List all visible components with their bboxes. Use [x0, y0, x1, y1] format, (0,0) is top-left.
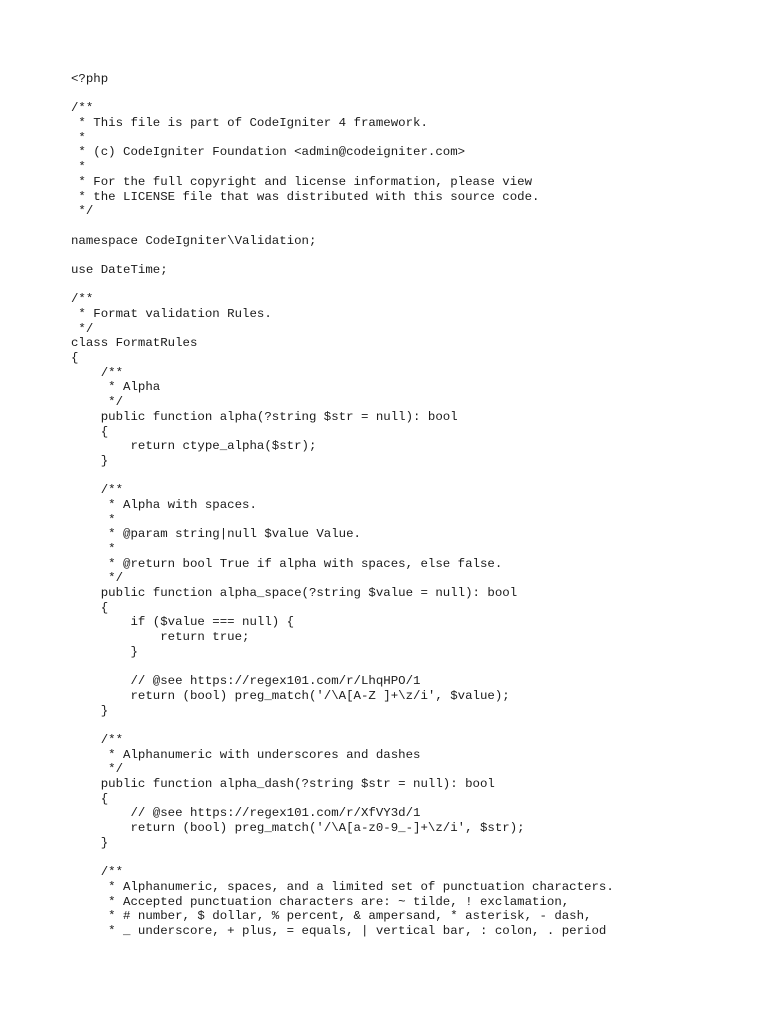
code-line: */: [71, 762, 124, 777]
code-line: public function alpha(?string $str = null): bool: [71, 409, 458, 424]
code-line: {: [71, 600, 109, 615]
code-line: * Alphanumeric, spaces, and a limited set of punctuation characters.: [71, 879, 614, 894]
code-line: }: [71, 644, 138, 659]
code-line: {: [71, 424, 109, 439]
code-line: }: [71, 703, 109, 718]
code-line: /**: [71, 292, 94, 307]
code-line: * _ underscore, + plus, = equals, | vertical bar, : colon, . period: [71, 923, 607, 938]
code-line: }: [71, 835, 109, 850]
code-line: * # number, $ dollar, % percent, & ampersand, * asterisk, - dash,: [71, 909, 592, 924]
code-line: * (c) CodeIgniter Foundation <admin@codeigniter.com>: [71, 145, 466, 160]
code-line: use DateTime;: [71, 262, 168, 277]
code-line: * the LICENSE file that was distributed with this source code.: [71, 189, 540, 204]
code-document: [71, 72, 751, 939]
code-line: * @param string|null $value Value.: [71, 527, 361, 542]
code-line: // @see https://regex101.com/r/LhqHPO/1: [71, 674, 421, 689]
code-line: return true;: [71, 630, 250, 645]
code-line: [71, 660, 751, 675]
code-line: */: [71, 204, 94, 219]
code-line: [71, 87, 751, 102]
code-line: }: [71, 453, 109, 468]
code-line: *: [71, 160, 86, 175]
code-line: *: [71, 130, 86, 145]
code-line: * Format validation Rules.: [71, 307, 272, 321]
code-line: /**: [71, 732, 124, 747]
code-line: [71, 278, 751, 293]
code-line: return (bool) preg_match('/\A[A-Z ]+\z/i', $value);: [71, 688, 510, 703]
code-line: class FormatRules: [71, 336, 198, 351]
code-line: {: [71, 791, 109, 806]
code-line: return (bool) preg_match('/\A[a-z0-9_-]+\z/i', $str);: [71, 821, 525, 836]
code-line: namespace CodeIgniter\Validation;: [71, 233, 317, 248]
code-line: /**: [71, 365, 124, 380]
code-line: {: [71, 351, 79, 366]
code-line: [71, 469, 751, 484]
code-line: *: [71, 542, 116, 556]
code-line: /**: [71, 865, 124, 880]
code-line: public function alpha_space(?string $value = null): bool: [71, 586, 518, 601]
code-line: */: [71, 321, 94, 336]
code-line: <?php: [71, 72, 109, 86]
code-line: /**: [71, 483, 124, 498]
code-line: * Alpha with spaces.: [71, 497, 257, 512]
code-line: */: [71, 395, 124, 410]
code-line: * Alpha: [71, 380, 161, 395]
code-line: * Alphanumeric with underscores and dashes: [71, 747, 421, 762]
code-line: * This file is part of CodeIgniter 4 framework.: [71, 116, 428, 131]
code-line: return ctype_alpha($str);: [71, 439, 317, 454]
code-line: *: [71, 512, 116, 527]
code-line: [71, 248, 751, 263]
code-line: [71, 718, 751, 733]
code-line: * @return bool True if alpha with spaces, else false.: [71, 556, 503, 571]
code-line: */: [71, 571, 124, 586]
code-line: // @see https://regex101.com/r/XfVY3d/1: [71, 806, 421, 821]
code-line: /**: [71, 101, 94, 116]
code-line: public function alpha_dash(?string $str = null): bool: [71, 777, 495, 791]
code-line: [71, 219, 751, 234]
code-line: * For the full copyright and license information, please view: [71, 174, 533, 189]
code-line: * Accepted punctuation characters are: ~ tilde, ! exclamation,: [71, 894, 570, 909]
code-line: [71, 850, 751, 865]
code-line: if ($value === null) {: [71, 615, 295, 630]
